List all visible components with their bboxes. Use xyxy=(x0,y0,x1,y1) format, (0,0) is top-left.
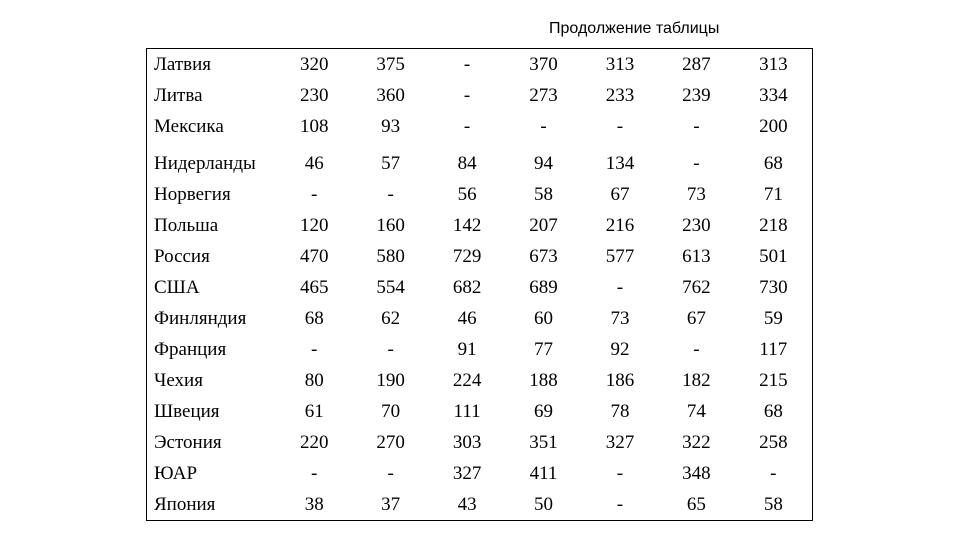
table-row xyxy=(147,458,813,489)
value-cell: - xyxy=(616,277,624,298)
value-cell: 38 xyxy=(304,494,324,515)
value-cell: 67 xyxy=(610,184,630,205)
value-cell: 80 xyxy=(304,370,324,391)
value-cell: - xyxy=(540,116,547,137)
value-cell: - xyxy=(311,184,318,205)
value-cell: 230 xyxy=(299,85,329,106)
value-cell: - xyxy=(693,153,700,174)
value-cell: 70 xyxy=(381,401,401,422)
value-cell: 554 xyxy=(376,277,405,298)
value-cell: - xyxy=(463,85,471,106)
value-cell: 46 xyxy=(304,153,324,174)
country-name-cell: Эстония xyxy=(154,432,222,453)
value-cell: 327 xyxy=(452,463,482,484)
table-row xyxy=(147,241,813,272)
value-cell: 120 xyxy=(299,215,329,236)
value-cell: 62 xyxy=(381,308,401,329)
value-cell: 60 xyxy=(534,308,554,329)
value-cell: - xyxy=(770,463,777,484)
table-row xyxy=(147,272,813,303)
value-cell: 613 xyxy=(682,246,711,267)
table-row xyxy=(147,111,813,148)
country-name-cell: Япония xyxy=(154,494,216,515)
country-name-cell: Швеция xyxy=(154,401,220,422)
value-cell: 142 xyxy=(452,215,482,236)
value-cell: 50 xyxy=(534,494,554,515)
value-cell: 207 xyxy=(529,215,558,236)
value-cell: 270 xyxy=(376,432,405,453)
value-cell: 73 xyxy=(610,308,630,329)
value-cell: 215 xyxy=(759,370,788,391)
value-cell: 69 xyxy=(534,401,554,422)
value-cell: 190 xyxy=(376,370,405,391)
value-cell: 134 xyxy=(605,153,635,174)
table-row xyxy=(147,489,813,521)
table-row xyxy=(147,334,813,365)
value-cell: 320 xyxy=(299,54,329,75)
country-name-cell: ЮАР xyxy=(154,463,198,484)
value-cell: - xyxy=(693,339,700,360)
value-cell: 465 xyxy=(299,277,329,298)
table-row xyxy=(147,396,813,427)
value-cell: 334 xyxy=(759,85,788,106)
value-cell: - xyxy=(616,463,624,484)
value-cell: 233 xyxy=(605,85,635,106)
value-cell: 577 xyxy=(605,246,635,267)
table-row xyxy=(147,148,813,179)
value-cell: 682 xyxy=(452,277,482,298)
value-cell: 220 xyxy=(299,432,329,453)
value-cell: 71 xyxy=(763,184,783,205)
value-cell: 470 xyxy=(299,246,329,267)
value-cell: 91 xyxy=(457,339,477,360)
country-name-cell: Россия xyxy=(154,246,210,267)
value-cell: - xyxy=(463,116,471,137)
value-cell: 160 xyxy=(376,215,405,236)
value-cell: 287 xyxy=(682,54,711,75)
value-cell: 111 xyxy=(453,401,481,422)
value-cell: 58 xyxy=(763,494,783,515)
value-cell: 43 xyxy=(457,494,477,515)
value-cell: 67 xyxy=(686,308,706,329)
value-cell: 303 xyxy=(452,432,482,453)
value-cell: 68 xyxy=(763,153,783,174)
value-cell: 348 xyxy=(682,463,711,484)
value-cell: 327 xyxy=(605,432,635,453)
table-continuation-caption: Продолжение таблицы xyxy=(549,20,720,37)
value-cell: 46 xyxy=(457,308,477,329)
country-name-cell: Финляндия xyxy=(154,308,247,329)
value-cell: - xyxy=(311,463,318,484)
value-cell: 56 xyxy=(457,184,477,205)
value-cell: - xyxy=(387,184,394,205)
value-cell: 68 xyxy=(304,308,324,329)
value-cell: 762 xyxy=(682,277,711,298)
value-cell: 92 xyxy=(610,339,630,360)
table-row xyxy=(147,80,813,111)
value-cell: - xyxy=(616,116,624,137)
country-name-cell: Чехия xyxy=(154,370,203,391)
value-cell: 313 xyxy=(605,54,635,75)
value-cell: 108 xyxy=(299,116,329,137)
value-cell: 313 xyxy=(759,54,788,75)
value-cell: 224 xyxy=(452,370,482,391)
table-row xyxy=(147,427,813,458)
value-cell: 93 xyxy=(381,116,401,137)
value-cell: 729 xyxy=(452,246,482,267)
value-cell: 186 xyxy=(605,370,635,391)
value-cell: 689 xyxy=(529,277,558,298)
value-cell: 68 xyxy=(763,401,783,422)
value-cell: 673 xyxy=(529,246,558,267)
table-row xyxy=(147,49,813,81)
value-cell: 370 xyxy=(529,54,558,75)
value-cell: 322 xyxy=(682,432,711,453)
value-cell: 200 xyxy=(759,116,788,137)
table-body xyxy=(147,49,813,521)
table-row xyxy=(147,210,813,241)
value-cell: - xyxy=(387,463,394,484)
value-cell: 501 xyxy=(759,246,788,267)
value-cell: 94 xyxy=(534,153,554,174)
value-cell: 239 xyxy=(682,85,711,106)
value-cell: 73 xyxy=(686,184,706,205)
value-cell: 117 xyxy=(759,339,788,360)
value-cell: 230 xyxy=(682,215,711,236)
value-cell: - xyxy=(616,494,624,515)
value-cell: 77 xyxy=(534,339,554,360)
value-cell: 58 xyxy=(534,184,554,205)
value-cell: 84 xyxy=(457,153,477,174)
value-cell: - xyxy=(463,54,471,75)
table-row xyxy=(147,365,813,396)
country-name-cell: Латвия xyxy=(154,54,212,75)
value-cell: 182 xyxy=(682,370,711,391)
value-cell: 61 xyxy=(304,401,324,422)
value-cell: 218 xyxy=(759,215,788,236)
value-cell: 351 xyxy=(529,432,558,453)
value-cell: 188 xyxy=(529,370,558,391)
value-cell: 580 xyxy=(376,246,405,267)
value-cell: - xyxy=(693,116,700,137)
value-cell: 59 xyxy=(763,308,783,329)
value-cell: 375 xyxy=(376,54,405,75)
value-cell: 360 xyxy=(376,85,405,106)
country-name-cell: Литва xyxy=(154,85,203,106)
country-name-cell: Нидерланды xyxy=(154,153,256,174)
value-cell: 258 xyxy=(759,432,788,453)
value-cell: 411 xyxy=(529,463,558,484)
value-cell: 65 xyxy=(686,494,706,515)
country-name-cell: США xyxy=(154,277,200,298)
value-cell: - xyxy=(311,339,318,360)
country-name-cell: Польша xyxy=(154,215,219,236)
value-cell: 273 xyxy=(529,85,558,106)
country-name-cell: Франция xyxy=(154,339,227,360)
value-cell: 37 xyxy=(381,494,401,515)
data-table xyxy=(146,48,813,521)
table-row xyxy=(147,179,813,210)
value-cell: 74 xyxy=(686,401,706,422)
table-row xyxy=(147,303,813,334)
value-cell: 57 xyxy=(381,153,401,174)
country-name-cell: Норвегия xyxy=(154,184,231,205)
country-name-cell: Мексика xyxy=(154,116,224,137)
value-cell: 78 xyxy=(610,401,630,422)
value-cell: - xyxy=(387,339,394,360)
value-cell: 216 xyxy=(605,215,635,236)
value-cell: 730 xyxy=(759,277,788,298)
